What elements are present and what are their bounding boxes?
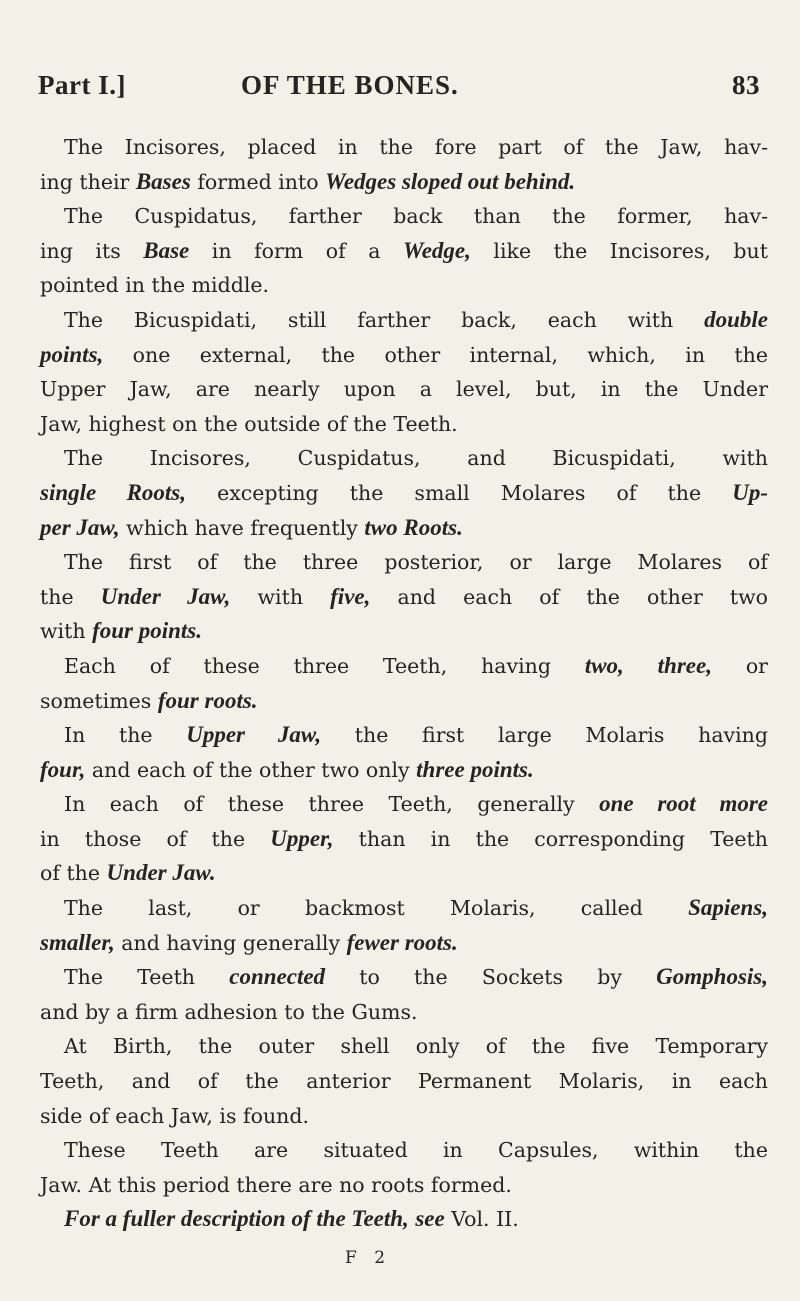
text-run: in form of a <box>189 238 403 263</box>
italic-text: Upper Jaw, <box>186 722 322 748</box>
text-run: the <box>40 584 101 609</box>
text-line <box>40 1168 768 1203</box>
paragraph <box>40 891 768 960</box>
text-line <box>40 614 768 649</box>
italic-text: double <box>704 306 768 332</box>
paragraph <box>40 1133 768 1202</box>
text-run: At Birth, the outer shell only of the five Temporary <box>64 1034 768 1059</box>
text-run: The Teeth <box>64 965 230 990</box>
text-run: sometimes <box>40 688 158 713</box>
text-line <box>64 199 768 234</box>
text-line <box>64 960 768 995</box>
text-run: like the Incisores, but <box>470 238 768 263</box>
italic-text: connected <box>229 964 326 990</box>
text-line <box>40 995 768 1030</box>
italic-text: two Roots. <box>364 514 463 540</box>
text-run: Each of these three Teeth, having <box>64 653 585 678</box>
italic-text: four points. <box>92 618 202 644</box>
text-run: and by a firm adhesion to the Gums. <box>40 999 418 1024</box>
text-line <box>64 891 768 926</box>
text-run: The Cuspidatus, farther back than the former, hav- <box>64 204 768 229</box>
paragraph <box>40 130 768 199</box>
text-run: Jaw. At this period there are no roots formed. <box>40 1172 512 1197</box>
text-run: in those of the <box>40 826 271 851</box>
text-line <box>40 165 768 200</box>
italic-text: see <box>415 1206 445 1232</box>
italic-text: three points. <box>416 756 534 782</box>
italic-text: single Roots, <box>40 479 186 505</box>
text-line <box>40 684 768 719</box>
paragraph <box>40 303 768 441</box>
text-line <box>64 787 768 822</box>
text-run: and each of the other two <box>370 584 768 609</box>
text-line <box>64 441 768 476</box>
signature-mark: F 2 <box>345 1248 392 1268</box>
text-run: In the <box>64 723 187 748</box>
text-run: ing their <box>40 169 136 194</box>
text-run: Vol. II. <box>444 1207 519 1232</box>
italic-text: Under Jaw. <box>106 860 216 886</box>
italic-text: points, <box>40 341 104 367</box>
text-run: Jaw, highest on the outside of the Teeth. <box>40 411 458 436</box>
italic-text: Gomphosis, <box>656 964 769 990</box>
text-line <box>64 130 768 165</box>
part-label <box>38 70 126 101</box>
italic-text: four, <box>40 756 86 782</box>
paragraph <box>40 649 768 718</box>
text-run <box>624 654 658 678</box>
italic-text: three, <box>657 652 712 678</box>
text-run: and having generally <box>114 930 347 955</box>
chapter-title: OF THE BONES. <box>241 70 459 100</box>
italic-text: Sapiens, <box>688 895 768 921</box>
text-line <box>64 303 768 338</box>
text-line <box>40 234 768 269</box>
body-text <box>40 130 769 1237</box>
text-line <box>64 649 768 684</box>
paragraph <box>40 441 768 545</box>
text-run: with <box>40 619 93 644</box>
text-run: with <box>230 584 331 609</box>
text-line <box>40 926 768 961</box>
text-run: and each of the other two only <box>85 757 417 782</box>
italic-text: four roots. <box>157 687 258 713</box>
text-run: the first large Molaris having <box>321 723 769 748</box>
italic-text: smaller, <box>40 929 115 955</box>
text-line <box>40 511 768 546</box>
paragraph <box>40 718 769 787</box>
text-run: The Incisores, placed in the fore part of the Jaw, hav- <box>64 135 768 159</box>
italic-text: For a fuller description of the Teeth, <box>64 1206 409 1232</box>
text-run: Teeth, and of the anterior Permanent Molaris, in each <box>40 1069 768 1094</box>
text-run: The last, or backmost Molaris, called <box>64 896 689 921</box>
text-line <box>40 372 768 407</box>
text-line <box>40 822 768 857</box>
italic-text: Base <box>143 237 190 263</box>
paragraph <box>40 960 769 1029</box>
part-word: Part <box>38 70 91 100</box>
italic-text: per Jaw, <box>40 514 120 540</box>
text-run: Upper Jaw, are nearly upon a level, but, in the Under <box>40 377 768 402</box>
text-line <box>40 268 768 303</box>
italic-text: Under Jaw, <box>100 583 231 609</box>
text-run: The Bicuspidati, still farther back, each with <box>64 307 705 332</box>
text-run: In each of these three Teeth, generally <box>64 792 600 817</box>
text-run: which have frequently <box>119 515 365 540</box>
paragraph <box>40 787 768 891</box>
text-line <box>40 476 768 511</box>
text-line <box>64 718 768 753</box>
page-number: 83 <box>732 70 760 100</box>
italic-text: two, <box>584 652 624 678</box>
text-run: The first of the three posterior, or large Molares of <box>64 550 768 575</box>
text-line <box>40 338 768 373</box>
text-line <box>64 1029 768 1064</box>
text-run: These Teeth are situated in Capsules, within the <box>64 1138 768 1163</box>
text-line <box>40 1099 768 1134</box>
text-run: side of each Jaw, is found. <box>40 1103 310 1128</box>
text-run: excepting the small Molares of the <box>186 480 733 505</box>
text-line <box>64 545 768 580</box>
italic-text: Upper, <box>270 825 334 851</box>
text-run: or <box>711 653 768 678</box>
paragraph <box>40 199 768 303</box>
text-line <box>40 753 768 788</box>
italic-text: Wedge, <box>402 237 471 263</box>
italic-text: five, <box>330 583 371 609</box>
part-number: I.] <box>90 70 126 100</box>
text-run: pointed in the middle. <box>40 273 270 298</box>
text-run: of the <box>40 861 107 886</box>
text-run: ing its <box>40 238 144 263</box>
paragraph <box>40 545 768 649</box>
text-line <box>40 580 768 615</box>
text-run: one external, the other internal, which, in the <box>103 342 768 367</box>
text-run: to the Sockets by <box>325 965 657 990</box>
italic-text: Wedges sloped out behind. <box>325 168 576 194</box>
text-line <box>40 407 768 442</box>
running-head <box>38 70 760 110</box>
italic-text: Up- <box>732 479 768 505</box>
italic-text: one root more <box>599 791 768 817</box>
text-run: formed into <box>190 169 326 194</box>
italic-text: Bases <box>135 168 191 194</box>
paragraph <box>40 1029 768 1133</box>
text-line <box>40 856 768 891</box>
text-line <box>40 1064 768 1099</box>
text-line <box>64 1133 768 1168</box>
paragraph <box>64 1202 768 1237</box>
text-run: The Incisores, Cuspidatus, and Bicuspidati, with <box>64 446 768 471</box>
text-run: than in the corresponding Teeth <box>333 826 768 851</box>
text-line <box>64 1202 768 1237</box>
italic-text: fewer roots. <box>346 929 458 955</box>
